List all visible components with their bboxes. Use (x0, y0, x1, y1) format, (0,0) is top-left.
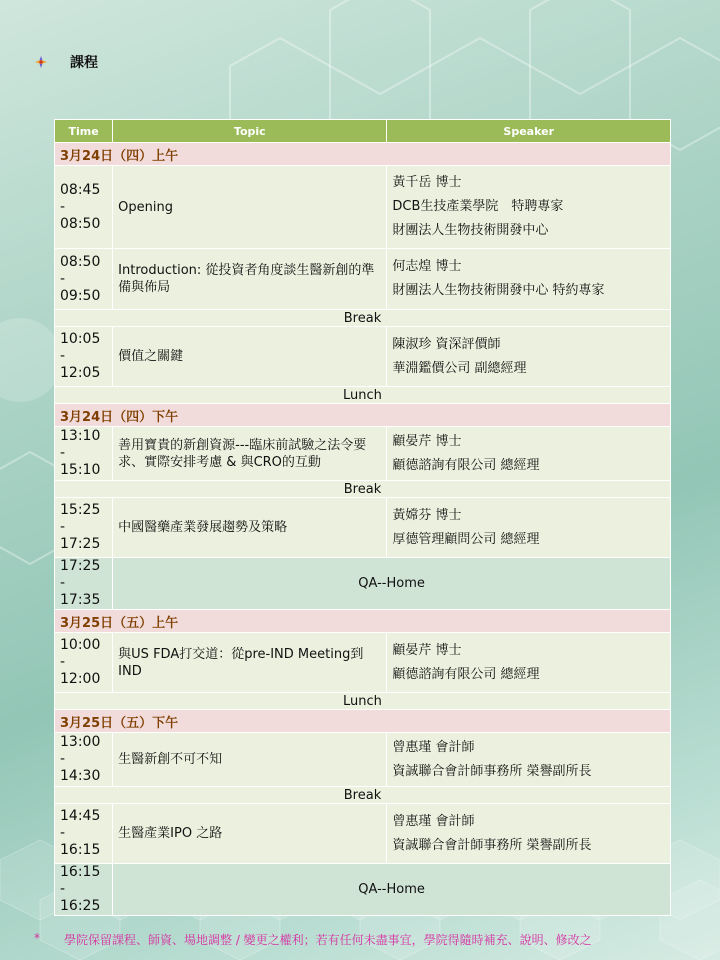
session-speaker (387, 327, 671, 387)
session-time: 13:10 - 15:10 (55, 427, 113, 481)
session-topic: 中國醫藥產業發展趨勢及策略 (113, 498, 387, 558)
session-topic: 生醫產業IPO 之路 (113, 804, 387, 864)
day-row (55, 143, 671, 166)
qa-label: QA--Home (113, 864, 671, 916)
schedule-table (54, 119, 671, 916)
day-row (55, 610, 671, 633)
break-row (55, 310, 671, 327)
day-row (55, 404, 671, 427)
bullet-icon (34, 55, 48, 69)
speaker-name: 曾惠瑾 會計師 (392, 813, 475, 829)
header-topic: Topic (113, 120, 387, 143)
lunch-label: Lunch (55, 693, 671, 710)
lunch-row (55, 693, 671, 710)
day-label: 3月24日（四）上午 (55, 143, 671, 166)
session-time: 08:50 - 09:50 (55, 249, 113, 310)
session-speaker (387, 633, 671, 693)
break-label: Break (55, 787, 671, 804)
section-heading (34, 52, 98, 72)
session-topic: Introduction: 從投資者角度談生醫新創的準備與佈局 (113, 249, 387, 310)
session-time: 08:45 - 08:50 (55, 166, 113, 249)
header-speaker: Speaker (387, 120, 671, 143)
session-speaker (387, 249, 671, 310)
speaker-affiliation: DCB生技產業學院 特聘專家 (392, 199, 564, 214)
footnote-text: 學院保留課程、師資、場地調整 / 變更之權利；若有任何未盡事宜，學院得隨時補充、說明、修改之 (64, 933, 592, 947)
speaker-affiliation: 財團法人生物技術開發中心 (392, 223, 549, 238)
session-time: 15:25 - 17:25 (55, 498, 113, 558)
speaker-name: 顧晏芹 博士 (392, 433, 462, 449)
qa-row (55, 558, 671, 610)
session-time: 14:45 - 16:15 (55, 804, 113, 864)
session-time: 16:15 - 16:25 (55, 864, 113, 916)
session-topic: 價值之關鍵 (113, 327, 387, 387)
page-title: 課程 (70, 55, 98, 71)
speaker-name: 黃千岳 博士 (392, 175, 462, 190)
session-speaker (387, 498, 671, 558)
table-header-row (55, 120, 671, 143)
session-row (55, 427, 671, 481)
session-topic: 與US FDA打交道：從pre-IND Meeting到IND (113, 633, 387, 693)
speaker-affiliation: 厚德管理顧問公司 總經理 (392, 531, 540, 547)
day-row (55, 710, 671, 733)
speaker-name: 曾惠瑾 會計師 (392, 739, 475, 755)
session-row (55, 804, 671, 864)
speaker-name: 黃嫦芬 博士 (392, 507, 462, 523)
session-row (55, 249, 671, 310)
session-time: 13:00 - 14:30 (55, 733, 113, 787)
speaker-affiliation: 華淵鑑價公司 副總經理 (392, 360, 527, 376)
speaker-name: 何志煌 博士 (392, 259, 462, 274)
session-topic: Opening (113, 166, 387, 249)
speaker-affiliation: 資誠聯合會計師事務所 榮譽副所長 (392, 763, 592, 779)
session-row (55, 166, 671, 249)
session-speaker (387, 427, 671, 481)
speaker-name: 陳淑珍 資深評價師 (392, 336, 501, 352)
footnote (34, 931, 592, 948)
session-row (55, 498, 671, 558)
break-row (55, 787, 671, 804)
day-label: 3月25日（五）下午 (55, 710, 671, 733)
session-speaker (387, 804, 671, 864)
session-topic: 生醫新創不可不知 (113, 733, 387, 787)
session-speaker (387, 166, 671, 249)
session-row (55, 733, 671, 787)
speaker-affiliation: 財團法人生物技術開發中心 特約專家 (392, 283, 605, 298)
session-row (55, 327, 671, 387)
session-topic: 善用寶貴的新創資源---臨床前試驗之法令要求、實際安排考慮 & 與CRO的互動 (113, 427, 387, 481)
qa-row (55, 864, 671, 916)
day-label: 3月25日（五）上午 (55, 610, 671, 633)
qa-label: QA--Home (113, 558, 671, 610)
session-time: 10:05 - 12:05 (55, 327, 113, 387)
speaker-affiliation: 資誠聯合會計師事務所 榮譽副所長 (392, 837, 592, 853)
break-row (55, 481, 671, 498)
footnote-marker: * (34, 931, 40, 945)
session-time: 10:00 - 12:00 (55, 633, 113, 693)
speaker-affiliation: 顧德諮詢有限公司 總經理 (392, 457, 540, 473)
break-label: Break (55, 481, 671, 498)
header-time: Time (55, 120, 113, 143)
speaker-affiliation: 顧德諮詢有限公司 總經理 (392, 666, 540, 682)
day-label: 3月24日（四）下午 (55, 404, 671, 427)
session-row (55, 633, 671, 693)
break-label: Break (55, 310, 671, 327)
speaker-name: 顧晏芹 博士 (392, 642, 462, 658)
session-speaker (387, 733, 671, 787)
session-time: 17:25 - 17:35 (55, 558, 113, 610)
lunch-row (55, 387, 671, 404)
lunch-label: Lunch (55, 387, 671, 404)
